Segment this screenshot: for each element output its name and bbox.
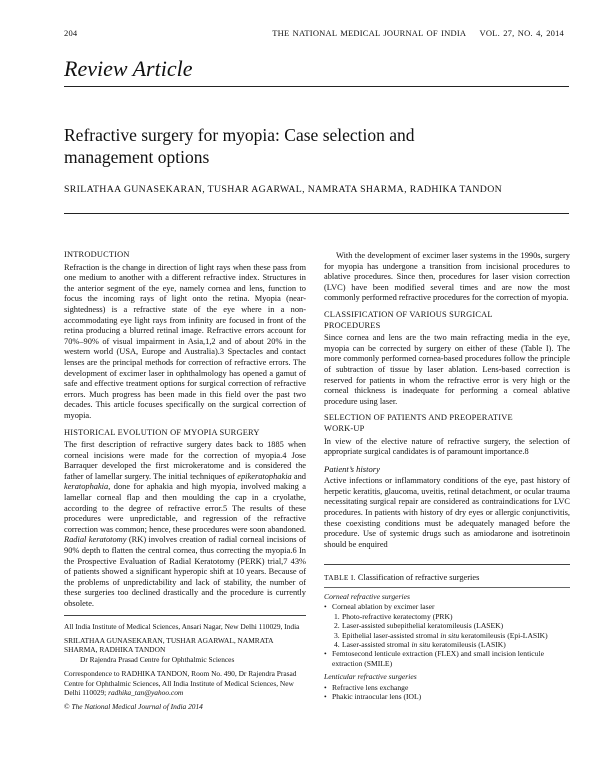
article-title xyxy=(64,124,564,168)
table-item: • Femtosecond lenticule extraction (FLEX) and small incision lenticule extraction (SMILE) xyxy=(324,649,570,668)
table-subitem-text-end: keratomileusis (Epi-LASIK) xyxy=(459,630,548,640)
history-text-1: The first description of refractive surgery dates back to 1885 when corneal incisions were made for the correction of myopia.4 Jose Barraquer developed the first microkeratome and is considered the father of lamellar surgery. The initial techniques of xyxy=(64,440,306,481)
copyright-line xyxy=(64,702,306,711)
article-title-line-2: management options xyxy=(64,147,210,167)
table-label: TABLE I. xyxy=(324,573,356,583)
table-subitem-italic: in situ xyxy=(411,640,431,650)
table-body xyxy=(324,587,570,701)
copyright-symbol: © xyxy=(64,702,72,712)
copyright-holder: The National Medical Journal of India 2014 xyxy=(71,702,203,712)
table-subitem xyxy=(324,612,570,621)
history-paragraph xyxy=(64,440,306,610)
table-subitem-number: 2. xyxy=(334,621,340,631)
selection-paragraph: In view of the elective nature of refractive surgery, the selection of appropriate surgical candidates is of paramount importance.8 xyxy=(324,436,570,457)
table-subitem-text: Laser-assisted subepithelial keratomileusis (LASEK) xyxy=(342,621,504,631)
patient-history-paragraph: Active infections or inflammatory conditions of the eye, past history of herpetic keratitis, glaucoma, uveitis, retinal detachment, or ocular trauma necessitating surgical repair are considered as contraindications for LVC procedures. In patients with history of dry eyes or allergic conjunctivitis, these coexisting conditions must be adequately managed before the procedure. Use of systemic drugs such as amiodarone and isotretinoin should be enquired xyxy=(324,476,570,549)
header-rule xyxy=(64,86,569,87)
table-1 xyxy=(324,564,570,701)
table-subitem-number: 1. xyxy=(334,611,340,621)
table-sublist xyxy=(324,612,570,650)
history-term-epikeratophakia: epikeratophakia xyxy=(237,471,292,481)
title-rule xyxy=(64,213,569,214)
table-subitem-text-end: keratomileusis (LASIK) xyxy=(430,640,506,650)
table-subitem-text: Epithelial laser-assisted stromal xyxy=(342,630,441,640)
affiliations xyxy=(64,622,306,712)
table-group-lenticular: Lenticular refractive surgeries xyxy=(324,672,417,682)
journal-volume: VOL. 27, NO. 4, 2014 xyxy=(479,28,564,38)
patient-history-subheading: Patient’s history xyxy=(324,463,380,474)
selection-heading-line-1: SELECTION OF PATIENTS AND PREOPERATIVE xyxy=(324,413,513,423)
classification-heading xyxy=(324,310,570,331)
table-item: • Phakic intraocular lens (IOL) xyxy=(324,692,570,701)
history-text-4: (RK) involves creation of radial corneal incisions of 90% depth to flatten the central cornea, thus correcting the myopia.6 In the Prospective Evaluation of Radial Keratotomy (PERK) trial,7 43% of patients showed a significant hyperopic shift at 10 years. Because of the problems of unpredictability and lack of stability, the number of these surgeries too declined drastically and the procedure is currently obsolete. xyxy=(64,535,306,608)
table-group-corneal: Corneal refractive surgeries xyxy=(324,592,410,602)
history-text-3: , done for aphakia and high myopia, involved making a lamellar corneal flap and then moulding the cap in a cryolathe, according to the degree of refractive error.5 The results of these procedures were unpredictable, and regression of the refractive correction was common; hence, these procedures were soon abandoned. xyxy=(64,482,306,534)
table-item: • Corneal ablation by excimer laser xyxy=(324,602,570,611)
history-term-radial-keratotomy: Radial keratotomy xyxy=(64,535,127,545)
page-number: 204 xyxy=(64,28,78,38)
table-title: Classification of refractive surgeries xyxy=(355,573,480,583)
left-column xyxy=(64,250,306,712)
section-label: Review Article xyxy=(64,56,193,81)
history-text-2: and xyxy=(291,471,306,481)
introduction-paragraph: Refraction is the change in direction of light rays when these pass from one medium to another with a different refractive index. Structures in the anterior segment of the eye, namely cornea and lens, function to focus the incoming rays of light onto the retina. Myopia (near-sightedness) is a refractive state of the eye where in a non-accommodating eye light rays from infinity are focused in front of the retina producing a blurred retinal image. Refractive errors account for 70%–90% of visual impairment in Asia,1,2 and of about 20% in the western world (USA, Europe and Australia).3 Spectacles and contact lenses are the principal methods for correction of refractive errors. The development of excimer laser in ophthalmology has opened a gamut of safe and effective treatment options for surgical correction of refractive errors. Much progress has been made in this field over the past two decades. This article focuses specifically on the surgical correction of myopia. xyxy=(64,262,306,420)
author-affiliation-names: SRILATHAA GUNASEKARAN, TUSHAR AGARWAL, NAMRATA SHARMA, RADHIKA TANDON xyxy=(64,636,274,655)
author-list: SRILATHAA GUNASEKARAN, TUSHAR AGARWAL, NAMRATA SHARMA, RADHIKA TANDON xyxy=(64,184,503,195)
history-heading: HISTORICAL EVOLUTION OF MYOPIA SURGERY xyxy=(64,427,260,437)
selection-heading xyxy=(324,413,570,434)
table-subitem xyxy=(324,640,570,649)
table-subitem-text: Laser-assisted stromal xyxy=(342,640,412,650)
journal-name: THE NATIONAL MEDICAL JOURNAL OF INDIA xyxy=(272,28,467,38)
running-head xyxy=(64,28,564,40)
classification-paragraph: Since cornea and lens are the two main refracting media in the eye, myopia can be corrected by surgery on either of these (Table I). The more commonly performed cornea-based procedures follow the principle of subtraction of tissue by laser ablation. Lens-based correction is reserved for patients in whom the refractive error is very high or the corneal thickness is inadequate for performing a corneal ablative procedure using laser. xyxy=(324,333,570,406)
institution-line: All India Institute of Medical Sciences, Ansari Nagar, New Delhi 110029, India xyxy=(64,621,300,631)
correspondence xyxy=(64,669,306,697)
author-affiliation-centre: Dr Rajendra Prasad Centre for Ophthalmic Sciences xyxy=(80,654,235,664)
excimer-paragraph: With the development of excimer laser systems in the 1990s, surgery for myopia has undergone a transition from incisional procedures to ablative procedures. Since then, procedures for laser vision correction (LVC) have been modified several times and are now the most commonly performed refractive procedures for the correction of myopia. xyxy=(324,251,570,303)
selection-heading-line-2: WORK-UP xyxy=(324,423,365,433)
article-title-line-1: Refractive surgery for myopia: Case selection and xyxy=(64,125,415,145)
classification-heading-line-2: PROCEDURES xyxy=(324,320,381,330)
classification-heading-line-1: CLASSIFICATION OF VARIOUS SURGICAL xyxy=(324,309,493,319)
table-subitem xyxy=(324,631,570,640)
table-subitem-number: 4. xyxy=(334,640,340,650)
table-subitem-number: 3. xyxy=(334,630,340,640)
table-subitem xyxy=(324,621,570,630)
right-column xyxy=(324,251,570,702)
correspondence-address: Correspondence to RADHIKA TANDON, Room No. 490, Dr Rajendra Prasad Centre for Ophthalmic Sciences, All India Institute of Medical Sciences, New Delhi 110029; xyxy=(64,669,297,698)
introduction-heading: INTRODUCTION xyxy=(64,250,130,259)
footnote-rule xyxy=(64,615,306,616)
correspondence-email[interactable]: radhika_tan@yahoo.com xyxy=(108,688,184,698)
history-term-keratophakia: keratophakia xyxy=(64,482,109,492)
table-caption xyxy=(324,573,570,584)
journal-citation xyxy=(272,28,564,38)
table-subitem-text: Photo-refractive keratectomy (PRK) xyxy=(342,611,453,621)
table-item: • Refractive lens exchange xyxy=(324,683,570,692)
table-subitem-italic: in situ xyxy=(440,630,460,640)
